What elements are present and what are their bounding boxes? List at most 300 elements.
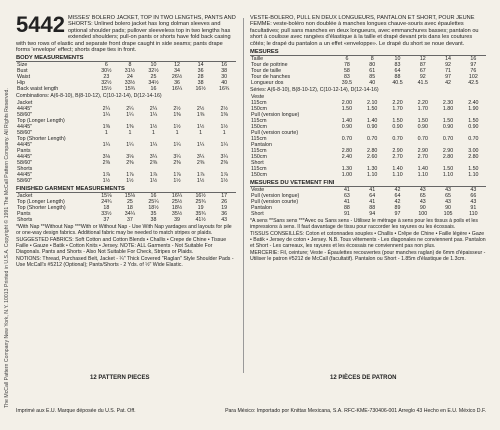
table-cell: 61: [369, 68, 376, 75]
row-label: Short: [251, 160, 264, 167]
table-cell: 1⅞: [220, 172, 228, 179]
table-cell: 3⅛: [126, 154, 134, 161]
table-cell: 19: [197, 205, 204, 212]
nap-note: *With Nap **Without Nap ***With or Without Nap - Use With Nap yardages and layouts for pile or one-way design fabrics. Additional fabric may be needed to match stripes or plaids.: [16, 224, 232, 237]
table-cell: 42.5: [468, 80, 479, 87]
table-cell: 34: [174, 68, 180, 75]
table-cell: 41: [369, 199, 376, 206]
table-cell: 33½: [124, 80, 136, 87]
table-cell: 3¼: [173, 154, 181, 161]
combinations: Combinations: A(6-8-10), B(8-10-12), C(10-12-14), D(12-14-16): [16, 93, 162, 100]
table-cell: 24¾: [101, 199, 112, 206]
table-cell: 2.10: [367, 100, 378, 107]
table-cell: 1¼: [173, 142, 181, 149]
table-cell: 0.70: [392, 136, 403, 143]
table-cell: 0.90: [417, 124, 428, 131]
table-cell: 1.40: [417, 166, 428, 173]
table-cell: 43: [445, 199, 451, 206]
table-row: [16, 178, 236, 184]
table-cell: 65: [419, 193, 426, 200]
table-cell: 43: [470, 187, 477, 194]
table-cell: 1.50: [468, 118, 479, 125]
table-cell: 65: [445, 193, 451, 200]
french-column: [250, 15, 486, 392]
table-cell: 1.10: [468, 172, 479, 179]
table-cell: 2⅜: [102, 160, 111, 167]
row-label: 44/45": [17, 142, 33, 149]
row-label: 44/45": [17, 172, 33, 179]
table-cell: 37: [126, 217, 133, 224]
table-cell: 1⅜: [126, 124, 134, 131]
table-cell: 63: [343, 193, 350, 200]
table-cell: 90: [419, 205, 426, 212]
table-cell: 19: [221, 205, 228, 212]
row-label: Tour de poitrine: [251, 62, 288, 69]
table-cell: 16½: [195, 193, 206, 200]
row-label: 58/60": [17, 178, 33, 185]
row-label: Hip: [17, 80, 25, 87]
table-cell: 14: [445, 56, 451, 63]
table-cell: 97: [394, 211, 401, 218]
table-cell: 0.90: [442, 124, 454, 131]
table-cell: 34½: [148, 80, 159, 87]
table-cell: 88: [343, 205, 350, 212]
row-label: 44/45": [17, 106, 33, 113]
table-cell: 18: [126, 205, 133, 212]
table-cell: 12: [419, 56, 426, 63]
table-cell: 1¼: [196, 142, 205, 149]
table-row: [16, 86, 236, 92]
table-cell: 28: [197, 74, 204, 81]
table-cell: 1.50: [442, 166, 454, 173]
row-label: Back waist length: [17, 86, 59, 93]
table-cell: 2⅜: [196, 160, 205, 167]
table-row: [250, 172, 486, 178]
table-cell: 42: [445, 80, 451, 87]
fini-table: [250, 187, 486, 217]
sens-note: *A sens **Sans sens ***Avec ou Sans sens - Utilisez le métrage à sens pour les tissus à poils et les impressions à sens. Il faut davantage de tissu pour raccorder les rayures ou les écossais.: [250, 218, 478, 231]
table-cell: 1½: [196, 178, 205, 185]
table-cell: 23: [103, 74, 110, 81]
table-cell: 2.90: [417, 148, 428, 155]
table-cell: 38: [150, 217, 157, 224]
table-cell: 40: [369, 80, 376, 87]
table-cell: 1⅞: [149, 172, 158, 179]
row-label: Size: [17, 62, 28, 69]
table-cell: 0.90: [468, 124, 479, 131]
table-cell: 87: [419, 62, 426, 69]
table-cell: 14: [197, 62, 204, 69]
table-cell: 32½: [101, 80, 112, 87]
finished-header: FINISHED GARMENT MEASUREMENTS: [16, 186, 236, 193]
table-cell: 2.20: [417, 100, 428, 107]
table-cell: 2⅜: [173, 160, 181, 167]
side-copyright: The McCall Pattern Company New York, N.Y. 10013 Printed in U.S.A. Copyright © 1991 The McCall Pattern Company. All Rights Reserved.: [4, 88, 10, 408]
table-cell: 89: [394, 205, 401, 212]
table-cell: 1⅞: [173, 172, 181, 179]
imprint-left: Imprimé aux E.U. Marque déposée du U.S. Pat. Off.: [16, 408, 136, 414]
table-cell: 1.50: [468, 166, 479, 173]
mercerie-note: MERCERIE: Fil, ceinture; Veste - Épaulettes recouvertes (pour manches raglan) de 6mm d'épaisseur - Utiliser le patron #5212 de McCall (facultatif). Pantalon ou Short - 1.85m d'élastique de 1.3cm.: [250, 250, 486, 263]
table-row: [250, 80, 486, 86]
table-cell: 1.50: [392, 118, 403, 125]
table-cell: 1: [222, 130, 226, 137]
table-cell: 15½: [101, 86, 112, 93]
table-cell: 1.50: [442, 118, 454, 125]
table-cell: 40.5: [392, 80, 403, 87]
table-cell: 37: [103, 217, 110, 224]
table-cell: 2.70: [392, 154, 403, 161]
row-label: Tour de hanches: [251, 74, 291, 81]
table-cell: 1½: [126, 178, 134, 185]
row-label: Pantalon: [251, 205, 272, 212]
table-cell: 35½: [171, 211, 183, 218]
table-cell: 43: [221, 217, 228, 224]
table-cell: 3⅛: [102, 154, 111, 161]
column-divider: [243, 18, 244, 373]
table-cell: 1: [104, 130, 108, 137]
table-cell: 18½: [148, 205, 159, 212]
table-cell: 2¼: [102, 106, 111, 113]
table-cell: 2.80: [468, 154, 479, 161]
row-label: Jacket: [17, 193, 33, 200]
table-cell: 2.20: [392, 100, 403, 107]
table-cell: 15⅛: [124, 193, 136, 200]
row-label: Top (Longer Length): [17, 199, 65, 206]
table-cell: 26½: [171, 74, 183, 81]
table-cell: 0.70: [468, 136, 479, 143]
row-label: 150cm: [251, 172, 267, 179]
table-cell: 1½: [196, 124, 205, 131]
table-cell: 2¼: [149, 106, 158, 113]
table-cell: 1.50: [367, 106, 378, 113]
table-cell: 1: [199, 130, 203, 137]
row-label: Pants: [17, 211, 31, 218]
table-cell: 43: [419, 187, 426, 194]
table-cell: 1½: [220, 178, 228, 185]
row-label: 115cm: [251, 118, 267, 125]
table-cell: 102: [468, 74, 478, 81]
table-cell: 2.90: [442, 148, 454, 155]
pattern-number: 5442: [16, 15, 65, 37]
table-cell: 1: [128, 130, 132, 137]
table-cell: 25: [150, 74, 157, 81]
table-cell: 1¼: [126, 142, 134, 149]
table-cell: 1½: [220, 124, 228, 131]
table-cell: 2½: [220, 106, 228, 113]
table-cell: 1¼: [126, 112, 134, 119]
table-cell: 67: [419, 68, 426, 75]
row-label: Top (Shorter Length): [17, 136, 66, 143]
table-cell: 3¼: [196, 154, 205, 161]
table-cell: 78: [343, 62, 350, 69]
table-cell: 1¼: [102, 142, 111, 149]
mesures-table: [250, 56, 486, 86]
table-cell: 1.30: [341, 166, 353, 173]
table-cell: 83: [343, 74, 350, 81]
table-cell: 12: [174, 62, 180, 69]
table-cell: 36: [221, 211, 228, 218]
table-cell: 1⅞: [126, 172, 134, 179]
table-cell: 1⅜: [102, 124, 111, 131]
table-cell: 1⅜: [220, 112, 228, 119]
table-cell: 15⅛: [101, 193, 112, 200]
table-cell: 10: [150, 62, 157, 69]
finished-table: [16, 193, 236, 223]
row-label: Pull (version courte): [251, 199, 299, 206]
table-cell: 30: [221, 74, 228, 81]
table-cell: 92: [445, 62, 451, 69]
table-cell: 18: [103, 205, 110, 212]
table-cell: 41.5: [417, 80, 428, 87]
table-cell: 2.30: [442, 100, 454, 107]
table-cell: 1¼: [102, 112, 111, 119]
mesures-header: MESURES: [250, 49, 486, 56]
table-cell: 1¼: [149, 112, 158, 119]
row-label: 115cm: [251, 148, 267, 155]
table-cell: 25¼: [148, 199, 159, 206]
table-cell: 3¼: [149, 154, 158, 161]
table-cell: 2.80: [442, 154, 454, 161]
table-cell: 100: [418, 211, 428, 218]
table-cell: 92: [419, 74, 426, 81]
table-cell: 16: [150, 86, 157, 93]
body-measurements-header: BODY MEASUREMENTS: [16, 55, 236, 62]
table-cell: 1½: [173, 178, 181, 185]
tissus-note: TISSUS CONSEILLÉS: Coton et cotonnades souples • Challis • Crêpe de Chine • Faille légère • Gaze • Batik • Jersey de coton • Jersey. N.B. Tous vêtements - Les diagonales ne conviennent pas. Pantalon et Short - Les carreaux, les rayures et les écossais ne conviennent pas non plus.: [250, 231, 486, 250]
table-cell: 35¾: [195, 211, 206, 218]
row-label: Bust: [17, 68, 28, 75]
table-cell: 30½: [101, 68, 112, 75]
table-cell: 1: [152, 130, 155, 137]
table-cell: 2⅜: [149, 160, 158, 167]
table-cell: 88: [394, 74, 401, 81]
table-cell: 25: [126, 199, 133, 206]
table-cell: 1⅜: [196, 112, 205, 119]
table-cell: 32½: [148, 68, 159, 75]
table-cell: 1.00: [341, 172, 353, 179]
table-cell: 35: [150, 211, 157, 218]
row-label: Pull (version courte): [251, 130, 299, 137]
fini-header: MESURES DU VETEMENT FINI: [250, 180, 486, 187]
pattern-pieces-fr: 12 PIÈCES DE PATRON: [330, 375, 397, 381]
yardage-table: [16, 100, 236, 184]
row-label: Top (Shorter Length): [17, 205, 66, 212]
bottom-imprint: [16, 408, 486, 414]
table-cell: 39: [174, 217, 180, 224]
table-cell: 1½: [149, 124, 158, 131]
table-cell: 15¾: [124, 86, 136, 93]
imprint-right: Para México: Importado por Knittax Mexicana, S.A. RFC-KME-730406-001 Arreglo 43 Hecho en E.U. México D.F.: [225, 408, 486, 414]
table-cell: 0.90: [392, 124, 403, 131]
table-cell: 18½: [171, 205, 183, 212]
table-cell: 33½: [101, 211, 112, 218]
row-label: Pants: [17, 148, 31, 155]
table-cell: 2.60: [367, 154, 378, 161]
table-cell: 3¼: [220, 154, 228, 161]
table-cell: 8: [128, 62, 132, 69]
table-cell: 41: [343, 199, 350, 206]
table-cell: 43: [470, 199, 477, 206]
table-cell: 1⅜: [173, 112, 181, 119]
pattern-pieces-en: 12 PATTERN PIECES: [90, 375, 150, 381]
row-label: 44/45": [17, 154, 33, 161]
table-cell: 1.50: [417, 118, 428, 125]
table-cell: 42: [394, 199, 401, 206]
table-cell: 1¼: [220, 142, 228, 149]
table-cell: 2½: [196, 106, 205, 113]
row-label: 115cm: [251, 166, 267, 173]
table-cell: 36: [174, 80, 180, 87]
table-cell: 2.80: [341, 148, 353, 155]
table-cell: 83: [394, 62, 401, 69]
table-cell: 0.70: [367, 136, 378, 143]
table-cell: 1.50: [341, 106, 353, 113]
table-cell: 34¼: [124, 211, 136, 218]
row-label: 44/45": [17, 124, 33, 131]
table-cell: 25¾: [195, 199, 206, 206]
table-cell: 16¼: [171, 86, 183, 93]
table-cell: 97: [445, 74, 451, 81]
table-cell: 6: [104, 62, 108, 69]
table-row: [250, 211, 486, 217]
table-cell: 42: [394, 187, 401, 194]
table-cell: 2½: [173, 106, 181, 113]
table-cell: 71: [445, 68, 451, 75]
table-cell: 16½: [195, 86, 206, 93]
table-cell: 41: [343, 187, 350, 194]
row-label: 58/60": [17, 112, 33, 119]
table-cell: 41½: [195, 217, 206, 224]
table-cell: 1.90: [468, 106, 479, 113]
table-cell: 97: [470, 62, 477, 69]
table-cell: 17: [221, 193, 228, 200]
row-label: Shorts: [17, 217, 33, 224]
table-cell: 1.70: [392, 106, 403, 113]
table-cell: 64: [394, 193, 401, 200]
table-cell: 64: [394, 68, 401, 75]
table-cell: 90: [445, 205, 451, 212]
table-cell: 0.70: [442, 136, 454, 143]
row-label: Taille: [251, 56, 264, 63]
fabrics-note: SUGGESTED FABRICS: Soft Cotton and Cotton Blends • Challis • Crepe de Chine • Tissue Faille • Gauze • Batik • Cotton Knits • Jersey. NOTE: ALL Garments - Not Suitable For Diagonals. Pants and Shorts - Also Not Suitable For Check, Stripes or Plaids.: [16, 237, 227, 256]
table-cell: 94: [369, 211, 376, 218]
table-cell: 0.70: [341, 136, 353, 143]
row-label: Top (Longer Length): [17, 118, 65, 125]
body-measurements-table: [16, 62, 236, 92]
table-cell: 58: [343, 68, 350, 75]
table-cell: 2.40: [468, 100, 479, 107]
table-cell: 64: [369, 193, 376, 200]
notions-note: NOTIONS: Thread, Purchased Belt, Jacket - ¼" Thick Covered "Raglan" Style Shoulder Pads - Use McCall's #5212 (Optional); Pants/Shorts - 2 Yds. of ½" Wide Elastic.: [16, 256, 234, 269]
table-cell: 43: [445, 187, 451, 194]
table-cell: 2.90: [392, 148, 403, 155]
table-cell: 2¼: [126, 106, 134, 113]
table-cell: 36: [197, 68, 204, 75]
table-cell: 85: [369, 74, 376, 81]
table-cell: 16: [470, 56, 477, 63]
table-cell: 26: [221, 199, 228, 206]
table-cell: 2.80: [367, 148, 378, 155]
row-label: Veste: [251, 187, 265, 194]
table-cell: 10: [394, 56, 401, 63]
table-cell: 2.00: [341, 100, 353, 107]
row-label: 150cm: [251, 154, 267, 161]
table-cell: 1.10: [442, 172, 454, 179]
row-label: Pull (version longue): [251, 193, 300, 200]
table-cell: 31½: [124, 68, 136, 75]
table-cell: 1.80: [442, 106, 454, 113]
row-label: 150cm: [251, 124, 267, 131]
english-column: [16, 15, 236, 392]
table-cell: 43: [419, 199, 426, 206]
table-cell: 0.90: [341, 124, 353, 131]
row-label: Tour de taille: [251, 68, 282, 75]
row-label: Waist: [17, 74, 31, 81]
table-cell: 2.70: [417, 154, 428, 161]
table-cell: 24: [126, 74, 133, 81]
table-cell: 8: [370, 56, 374, 63]
table-cell: 1: [175, 130, 179, 137]
table-cell: 1.10: [417, 172, 428, 179]
table-cell: 1¼: [149, 142, 158, 149]
table-cell: 3.00: [468, 148, 479, 155]
series: Séries: A(6-8-10), B(8-10-12), C(10-12-14), D(12-14-16): [250, 87, 379, 94]
table-cell: 40: [221, 80, 228, 87]
table-cell: 16¾: [219, 86, 230, 93]
table-cell: 91: [343, 211, 350, 218]
row-label: 58/60": [17, 160, 33, 167]
table-cell: 91: [470, 205, 477, 212]
table-cell: 1.40: [392, 166, 403, 173]
row-label: 115cm: [251, 100, 267, 107]
table-cell: 1⅞: [196, 172, 205, 179]
description-fr: VESTE-BOLERO, PULL EN DEUX LONGUEURS, PANTALON ET SHORT, POUR JEUNE FEMME: veste-boléro non doublée à manches longues chauve-souris avec épaulettes facultatives; pull sans manches en deux longueurs, avec emmanchures basses; pantalon ou short à coulisse avec rangées d'élastique à la taille et drapé devant pris dans les coutures côtés; le drapé du pantalon a un effet «enveloppe». Le drapé du short se noue devant.: [250, 15, 479, 47]
table-cell: 25½: [171, 199, 183, 206]
table-cell: 1⅞: [102, 172, 111, 179]
table-cell: 105: [443, 211, 453, 218]
table-cell: 1.40: [341, 118, 353, 125]
row-label: 115cm: [251, 136, 267, 143]
table-cell: 80: [369, 62, 376, 69]
row-label: 150cm: [251, 106, 267, 113]
table-cell: 2.40: [341, 154, 353, 161]
description-en: MISSES' BOLERO JACKET, TOP IN TWO LENGTHS, PANTS AND SHORTS: Unlined bolero jacket has long dolman sleeves and optional shoulder pads; pullover sleeveless top in two lengths has extended shoulders; pull-on pants or shorts have fold back casing with two rows of elastic and separate front drape caught in side seams; pants drape forms 'envelope' effect; shorts drape ties in front.: [16, 15, 236, 54]
table-cell: 1.10: [392, 172, 403, 179]
table-cell: 66: [470, 193, 477, 200]
table-cell: 0.70: [417, 136, 428, 143]
table-cell: 2⅜: [126, 160, 134, 167]
row-label: Jacket: [17, 100, 33, 107]
row-label: Longueur dos: [251, 80, 284, 87]
row-label: 58/60": [17, 130, 33, 137]
table-cell: 41: [369, 187, 376, 194]
table-cell: 76: [470, 68, 477, 75]
row-label: Pantalon: [251, 142, 272, 149]
table-cell: 1.70: [417, 106, 428, 113]
row-label: Veste: [251, 94, 265, 101]
table-cell: 16¼: [171, 193, 183, 200]
table-cell: 110: [469, 211, 478, 218]
table-cell: 1½: [173, 124, 181, 131]
table-cell: 1.30: [367, 166, 378, 173]
table-cell: 39.5: [341, 80, 353, 87]
table-cell: 16: [150, 193, 157, 200]
table-cell: 38: [197, 80, 204, 87]
table-cell: 1½: [149, 178, 158, 185]
table-cell: 16: [221, 62, 228, 69]
table-cell: 2⅜: [220, 160, 228, 167]
